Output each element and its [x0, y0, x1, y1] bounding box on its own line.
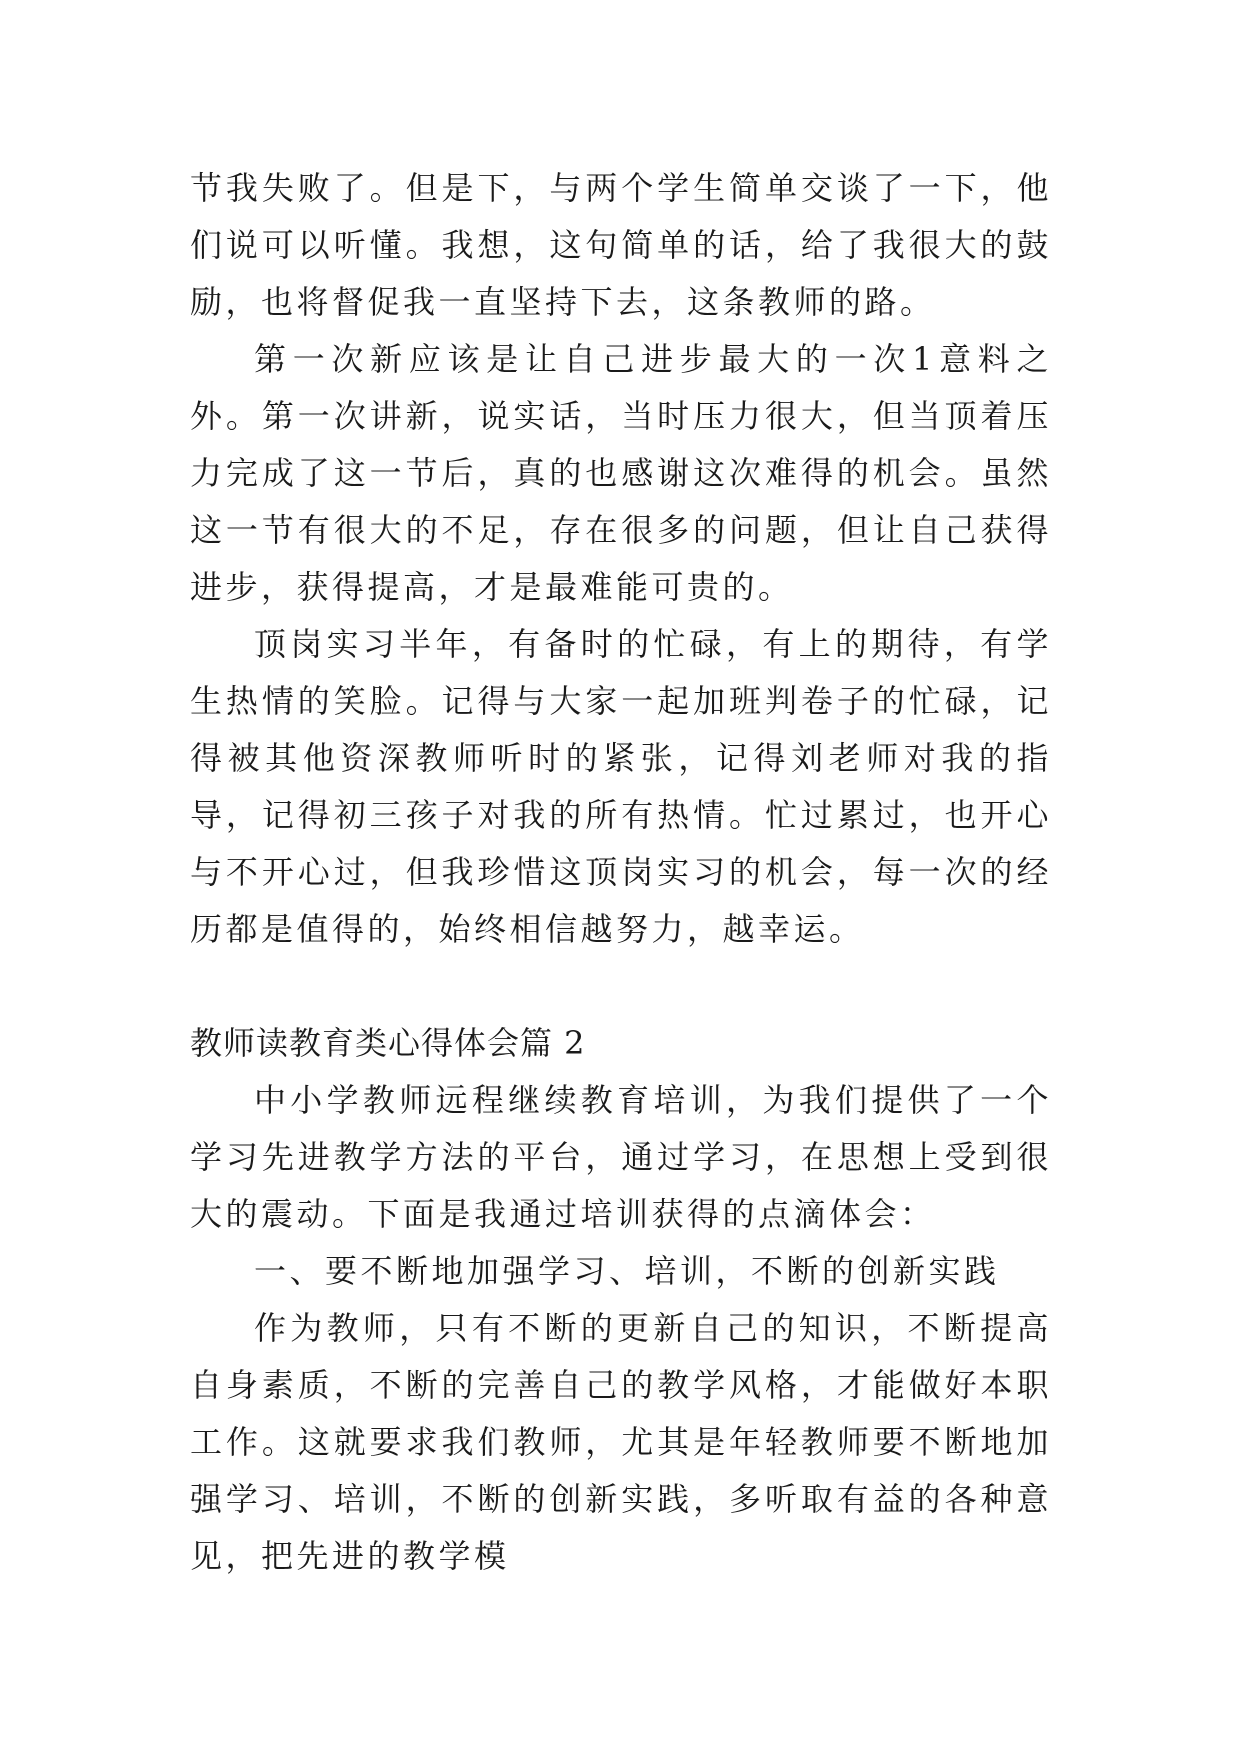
section-title: 教师读教育类心得体会篇 2 [190, 1024, 586, 1062]
list-heading: 一、要不断地加强学习、培训，不断的创新实践 [254, 1252, 1000, 1290]
paragraph: 第一次新应该是让自己进步最大的一次1意料之外。第一次讲新，说实话，当时压力很大，但当顶着压力完成了这一节后，真的也感谢这次难得的机会。虽然这一节有很大的不足，存在很多的问题，但让自己获得进步，获得提高，才是最难能可贵的。 [190, 340, 1052, 606]
paragraph: 顶岗实习半年，有备时的忙碌，有上的期待，有学生热情的笑脸。记得与大家一起加班判卷子的忙碌，记得被其他资深教师听时的紧张，记得刘老师对我的指导，记得初三孩子对我的所有热情。忙过累过，也开心与不开心过，但我珍惜这顶岗实习的机会，每一次的经历都是值得的，始终相信越努力，越幸运。 [190, 625, 1052, 948]
paragraph: 中小学教师远程继续教育培训，为我们提供了一个学习先进教学方法的平台，通过学习，在思想上受到很大的震动。下面是我通过培训获得的点滴体会： [190, 1081, 1052, 1233]
paragraph: 作为教师，只有不断的更新自己的知识，不断提高自身素质，不断的完善自己的教学风格，才能做好本职工作。这就要求我们教师，尤其是年轻教师要不断地加强学习、培训，不断的创新实践，多听取有益的各种意见，把先进的教学模 [190, 1309, 1052, 1575]
document-body [190, 160, 1052, 1585]
paragraph: 节我失败了。但是下，与两个学生简单交谈了一下，他们说可以听懂。我想，这句简单的话，给了我很大的鼓励，也将督促我一直坚持下去，这条教师的路。 [190, 169, 1052, 321]
